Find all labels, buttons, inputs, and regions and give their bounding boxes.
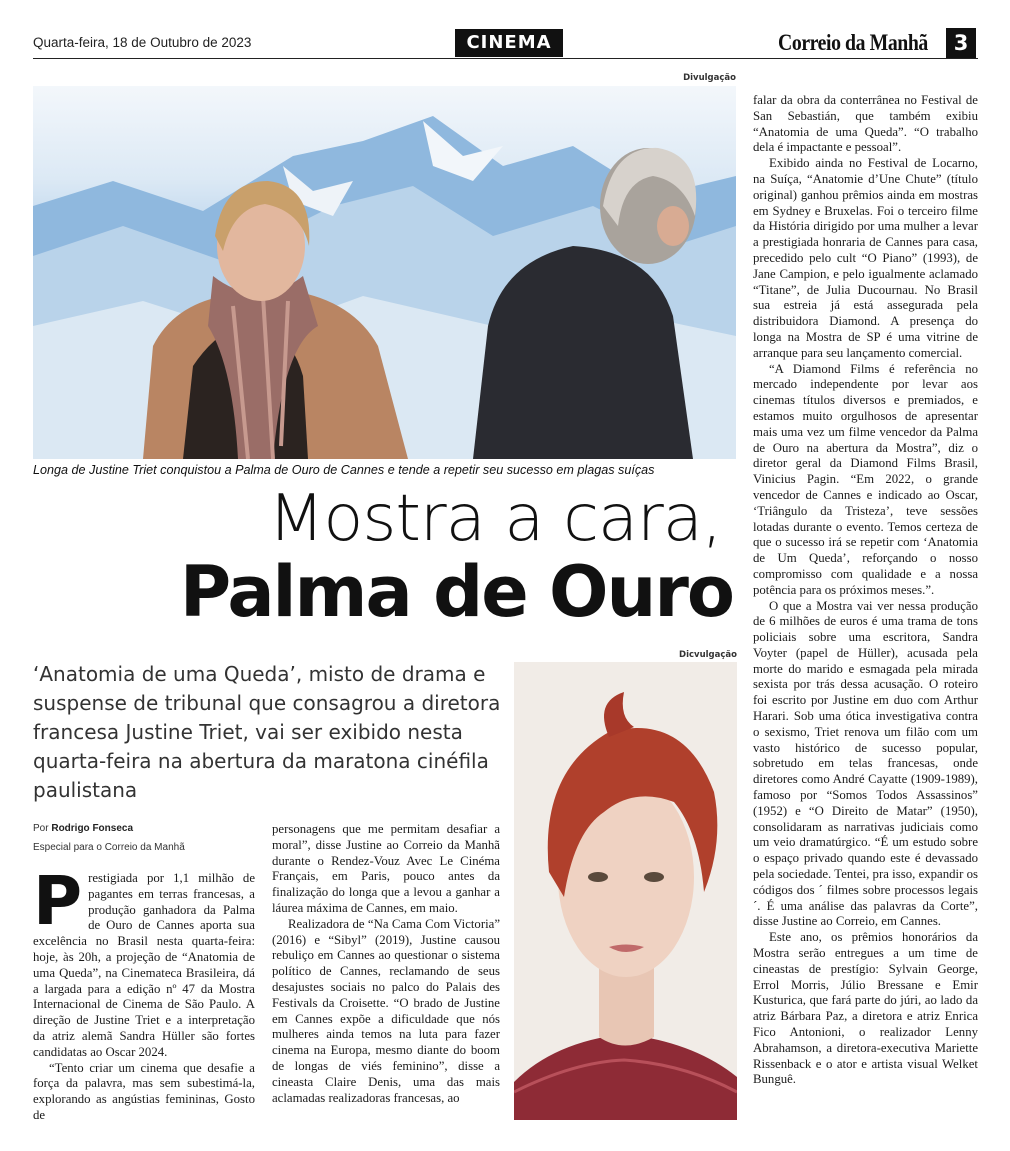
headline-line2: Palma de Ouro (179, 551, 733, 633)
paragraph: personagens que me permitam desafiar a moral”, disse Justine ao Correio da Manhã durante o Rendez-Vouz Avec Le Cinéma Français, em Paris, pouco antes da finalização do longa que a levou a ganhar a láurea máxima de Cannes, em maio. (272, 822, 500, 915)
photo-credit: Dicvulgação (679, 650, 737, 660)
article-column-2 (272, 822, 500, 1106)
photo-credit: Divulgação (683, 73, 736, 83)
photo-caption: Longa de Justine Triet conquistou a Palma de Ouro de Cannes e tende a repetir seu sucesso em plagas suíças (33, 463, 655, 477)
author-role: Especial para o Correio da Manhã (33, 842, 185, 853)
paragraph: Realizadora de “Na Cama Com Victoria” (2016) e “Sibyl” (2019), Justine causou rebuliço em Cannes ao questionar o sistema político de Cannes, reclamando de seus desajustes sociais no palco do Palais des Festivals da Croisette. “O brado de Justine em Cannes expõe a dificuldade que nós mulheres ainda temos na luta para fazer cinema na Europa, mesmo diante do boom de longas de viés feminino”, disse a cineasta Claire Denis, uma das mais aclamadas realizadoras francesas, ao (272, 916, 500, 1105)
article-column-1 (33, 862, 255, 1124)
header-divider (33, 58, 978, 59)
drop-cap: P (33, 862, 83, 940)
lead-photo (33, 86, 736, 459)
paragraph: restigiada por 1,1 milhão de pagantes em terras francesas, a produção ganhadora da Palma de Ouro de Cannes aporta sua excelência no Brasil nesta quarta-feira: hoje, às 20h, a projeção de “Anatomia de uma Queda”, na Cinemateca Brasileira, dá a largada para a edição nº 47 da Mostra Internacional de Cinema de São Paulo. A direção de Justine Triet e a interpretação da atriz alemã Sandra Hüller são fortes candidatas ao Oscar 2024. (33, 871, 255, 1059)
issue-date: Quarta-feira, 18 de Outubro de 2023 (33, 35, 252, 50)
byline (33, 823, 133, 834)
paragraph: Este ano, os prêmios honorários da Mostra serão entregues a um time de cineastas de prestígio: Sylvain George, Errol Morris, Júlio Bressane e Emir Kusturica, que fará parte do júri, ao lado da atriz Bárbara Paz, a diretora e atriz Enrica Fico Antonioni, o realizador Lenny Abrahamson, a diretora-executiva Mariette Rissenback e o ator e artista visual Welket Bunguê. (753, 930, 978, 1087)
paragraph: “Tento criar um cinema que desafie a força da palavra, mas sem subestimá-la, explorando as angústias femininas, Gosto de (33, 1060, 255, 1122)
headline-line1: Mostra a cara, (268, 482, 722, 556)
byline-prefix: Por (33, 823, 52, 834)
newspaper-logo: Correio da Manhã (778, 30, 928, 55)
portrait-illustration (514, 662, 737, 1120)
paragraph: O que a Mostra vai ver nessa produção de 6 milhões de euros é uma trama de tons policiais sobre uma escritora, Sandra Voyter (papel de Hüller), acusada pela morte do marido e esmagada pela mirada sexista por trás dessa acusação. O roteiro foi escrito por Justine em duo com Arthur Harari. Sob uma ótica investigativa contra o sexismo, Triet renova um filão com um vasto histórico de sucesso popular, sobretudo em telas francesas, onde diretores como André Cayatte (1909-1989), famoso por “Somos Todos Assassinos” (1952) e “O Direito de Matar” (1950), consolidaram as narrativas judiciais como um veio dramatúrgico. “É um estudo sobre o espaço privado quando este é devassado pela sociedade. Tentei, pra isso, expandir os códigos dos ´ filmes sobre processos legais´. É uma análise das palavras da Corte”, disse Justine ao Correio, em Cannes. (753, 598, 978, 929)
standfirst: ‘Anatomia de uma Queda’, misto de drama e suspense de tribunal que consagrou a diretora francesa Justine Triet, vai ser exibido nesta quarta-feira na abertura da maratona cinéfila paulistana (33, 662, 501, 802)
paragraph: falar da obra da conterrânea no Festival de San Sebastián, que também exibiu “Anatomia de uma Queda”. “O trabalho dela é impactante e pessoal”. (753, 93, 978, 155)
author-name: Rodrigo Fonseca (51, 823, 134, 834)
portrait-photo (514, 662, 737, 1120)
lead-photo-illustration (33, 86, 736, 459)
article-column-3 (753, 93, 978, 1088)
paragraph: “A Diamond Films é referência no mercado independente por levar aos cinemas títulos diversos e premiados, e estamos muito orgulhosos de apresentar mais uma vez um filme vencedor da Palma de Ouro na abertura da Mostra”, diz o diretor geral da Diamond Films Brasil, Vinicius Pagin. “Em 2022, o grande vencedor de Cannes e indicado ao Oscar, ‘Triângulo da Tristeza’, teve sessões lotadas durante o evento. Temos certeza de que o sucesso irá se repetir com ‘Anatomia de Um Queda’, reforçando o nosso compromisso com qualidade e a nossa potência para os próximos meses.”. (753, 361, 978, 597)
page-number: 3 (946, 28, 976, 58)
section-label: CINEMA (455, 29, 563, 57)
paragraph: Exibido ainda no Festival de Locarno, na Suíça, “Anatomie d’Une Chute” (título original) ganhou prêmios ainda em mostras em Sydney e Bruxelas. Foi o terceiro filme da História dirigido por uma mulher a levar a prestigiada honraria de Cannes para casa, precedido pelo cult “O Piano” (1993), de Jane Campion, e pelo igualmente aclamado “Titane”, de Julia Ducournau. No Brasil sua estreia já está assegurada pela distribuidora Diamond. A presença do longa na Mostra de SP é uma vitrine de arranque para seu lançamento comercial. (753, 156, 978, 360)
